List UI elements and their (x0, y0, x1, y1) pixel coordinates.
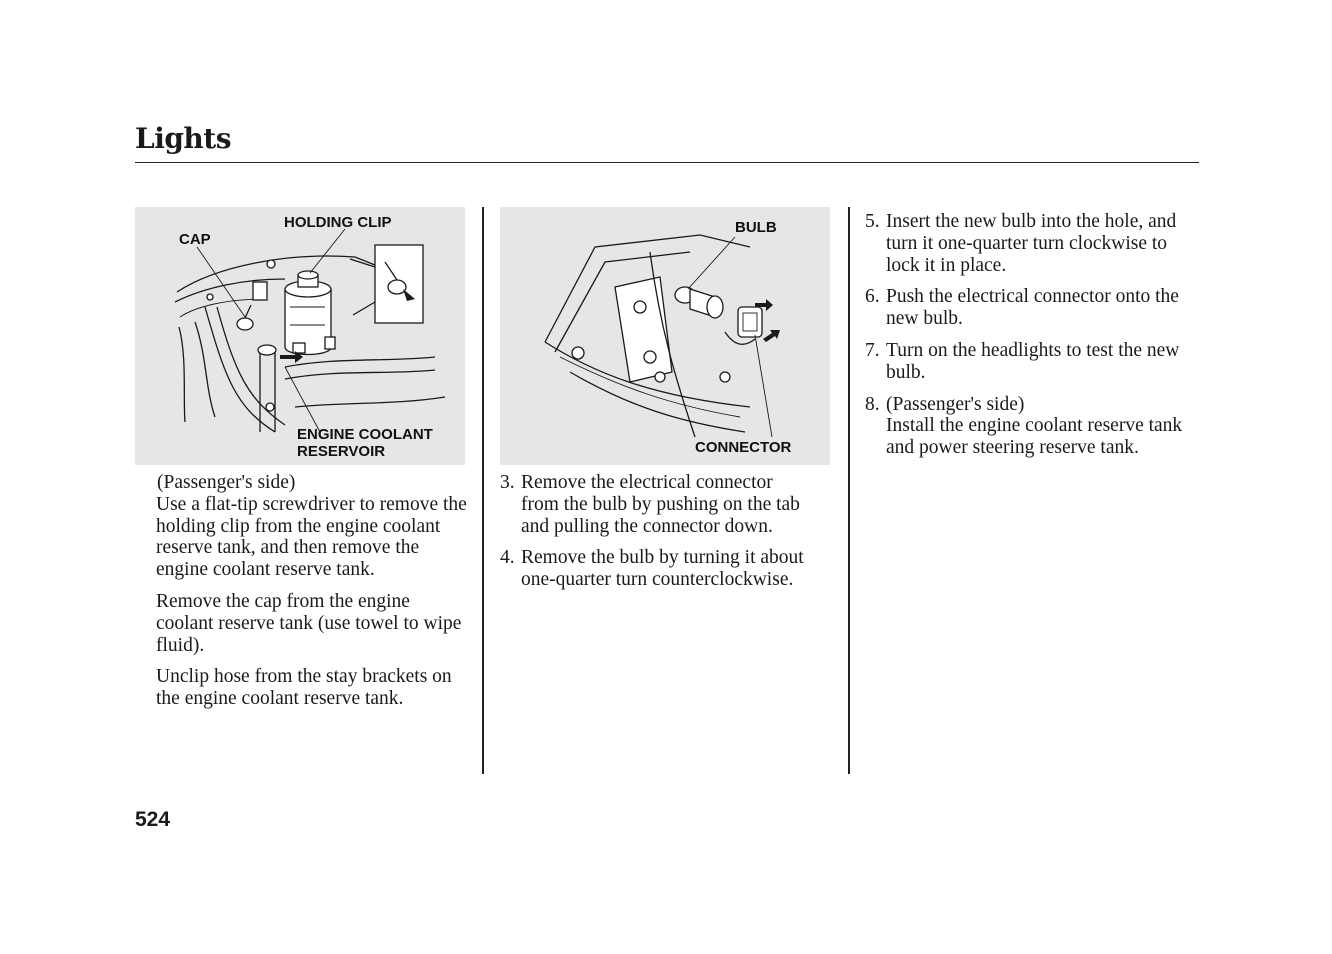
paragraph-remove-cap: Remove the cap from the engine coolant reserve tank (use towel to wipe fluid). (156, 590, 462, 656)
step-number: 3. (500, 472, 515, 493)
passenger-side-heading: (Passenger's side) (157, 472, 296, 493)
column-3-text (865, 211, 1197, 469)
step-text: Push the electrical connector onto the new bulb. (886, 286, 1179, 330)
page-number: 524 (135, 808, 171, 831)
reservoir-label-line1: ENGINE COOLANT (297, 426, 433, 443)
step-4 (500, 547, 815, 591)
column-1-text (135, 472, 470, 720)
step-number: 4. (500, 547, 515, 569)
reservoir-label-line2: RESERVOIR (297, 443, 386, 460)
step-3 (500, 472, 815, 537)
step-8 (865, 394, 1197, 459)
page-title: Lights (135, 122, 231, 155)
coolant-reservoir-figure (135, 207, 465, 465)
step-5 (865, 211, 1197, 276)
headlight-bulb-figure (500, 207, 830, 465)
step-number: 6. (865, 286, 880, 308)
paragraph-remove-holding-clip: Use a flat-tip screwdriver to remove the holding clip from the engine coolant reserve tank, and then remove the engine coolant reserve tank. (156, 493, 467, 581)
step-8-content (886, 394, 1197, 459)
step-text: Remove the bulb by turning it about one-quarter turn counterclockwise. (521, 547, 804, 591)
step-number: 5. (865, 211, 880, 232)
step-text: Remove the electrical connector from the bulb by pushing on the tab and pulling the connector down. (521, 472, 800, 537)
step-text: (Passenger's side) (886, 393, 1025, 415)
holding-clip-label: HOLDING CLIP (284, 214, 392, 231)
headlight-bulb-illustration (500, 207, 830, 465)
step-subtext: Install the engine coolant reserve tank and power steering reserve tank. (886, 415, 1183, 459)
cap-label: CAP (179, 231, 211, 248)
connector-label: CONNECTOR (695, 439, 792, 456)
bulb-label: BULB (735, 219, 777, 236)
column-divider-2 (848, 207, 850, 774)
step-text: Insert the new bulb into the hole, and turn it one-quarter turn clockwise to lock it in place. (886, 211, 1177, 276)
column-2-text (500, 472, 815, 601)
title-rule (135, 162, 1199, 163)
column-divider-1 (482, 207, 484, 774)
paragraph-unclip-hose: Unclip hose from the stay brackets on the engine coolant reserve tank. (156, 666, 452, 710)
step-6 (865, 286, 1197, 330)
step-text: Turn on the headlights to test the new bulb. (886, 339, 1180, 383)
step-number: 7. (865, 339, 880, 361)
step-number: 8. (865, 393, 880, 415)
step-7 (865, 340, 1197, 384)
